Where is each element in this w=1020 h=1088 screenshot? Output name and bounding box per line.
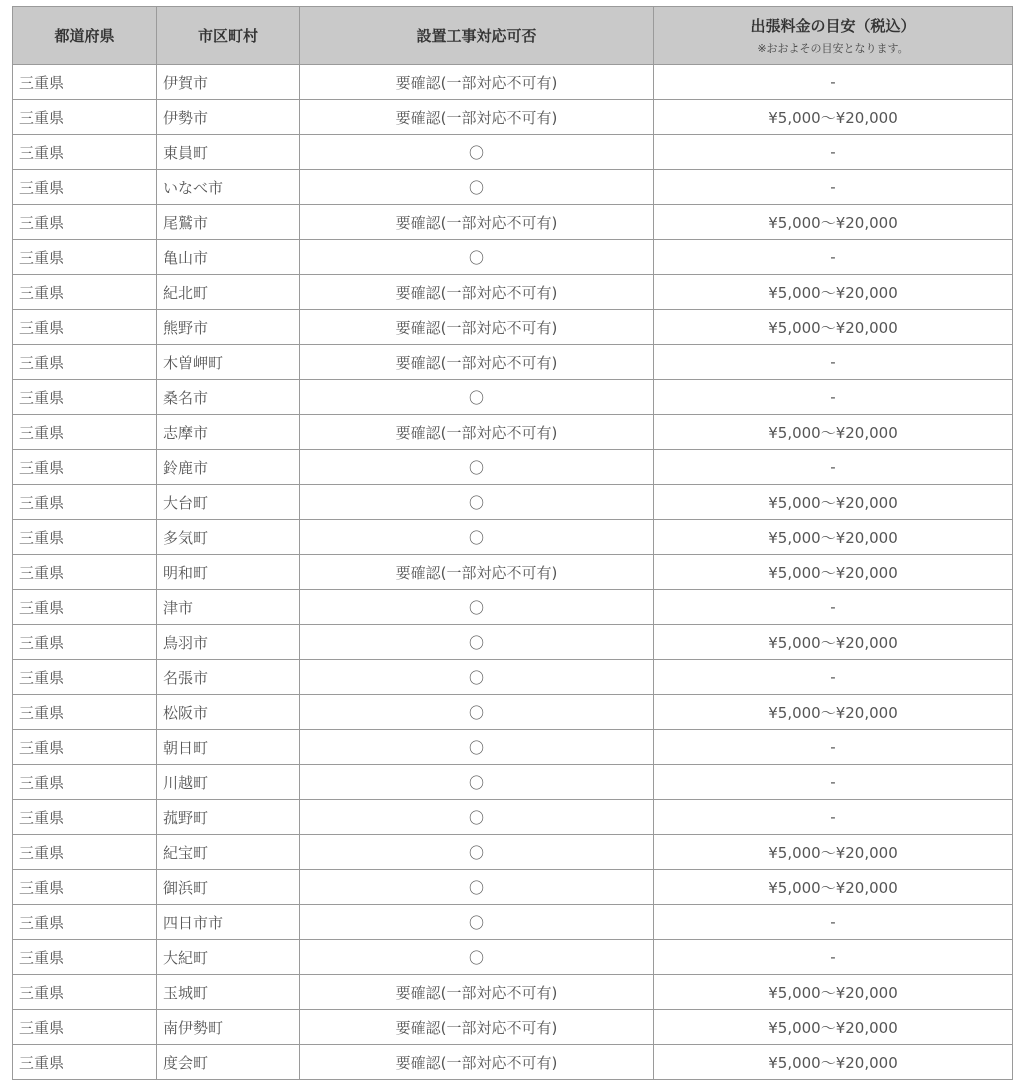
- cell-fee: ¥5,000〜¥20,000: [654, 275, 1013, 310]
- cell-prefecture: 三重県: [13, 520, 157, 555]
- table-row: [13, 415, 1013, 450]
- cell-municipality: 多気町: [157, 520, 300, 555]
- cell-fee: ¥5,000〜¥20,000: [654, 100, 1013, 135]
- cell-prefecture: 三重県: [13, 660, 157, 695]
- cell-fee: ¥5,000〜¥20,000: [654, 975, 1013, 1010]
- cell-installation: 要確認(一部対応不可有): [300, 205, 654, 240]
- table-row: [13, 590, 1013, 625]
- cell-prefecture: 三重県: [13, 1010, 157, 1045]
- cell-municipality: 志摩市: [157, 415, 300, 450]
- table-row: [13, 1045, 1013, 1080]
- cell-prefecture: 三重県: [13, 135, 157, 170]
- cell-prefecture: 三重県: [13, 100, 157, 135]
- service-area-table-container: [12, 6, 1012, 1080]
- table-row: [13, 870, 1013, 905]
- header-row: [13, 7, 1013, 65]
- cell-installation: 〇: [300, 730, 654, 765]
- cell-installation: 要確認(一部対応不可有): [300, 65, 654, 100]
- table-row: [13, 240, 1013, 275]
- cell-installation: 〇: [300, 170, 654, 205]
- cell-fee: -: [654, 135, 1013, 170]
- table-row: [13, 100, 1013, 135]
- cell-prefecture: 三重県: [13, 415, 157, 450]
- cell-installation: 〇: [300, 520, 654, 555]
- cell-fee: -: [654, 450, 1013, 485]
- cell-prefecture: 三重県: [13, 835, 157, 870]
- cell-installation: 要確認(一部対応不可有): [300, 415, 654, 450]
- table-row: [13, 905, 1013, 940]
- cell-municipality: 鈴鹿市: [157, 450, 300, 485]
- cell-prefecture: 三重県: [13, 905, 157, 940]
- cell-fee: ¥5,000〜¥20,000: [654, 310, 1013, 345]
- cell-fee: -: [654, 65, 1013, 100]
- cell-fee: -: [654, 940, 1013, 975]
- cell-municipality: 東員町: [157, 135, 300, 170]
- cell-municipality: 木曽岬町: [157, 345, 300, 380]
- cell-fee: ¥5,000〜¥20,000: [654, 1010, 1013, 1045]
- cell-fee: -: [654, 240, 1013, 275]
- cell-installation: 要確認(一部対応不可有): [300, 345, 654, 380]
- cell-fee: ¥5,000〜¥20,000: [654, 625, 1013, 660]
- cell-municipality: 御浜町: [157, 870, 300, 905]
- cell-municipality: 大台町: [157, 485, 300, 520]
- cell-fee: -: [654, 905, 1013, 940]
- cell-prefecture: 三重県: [13, 450, 157, 485]
- cell-prefecture: 三重県: [13, 275, 157, 310]
- cell-municipality: 四日市市: [157, 905, 300, 940]
- cell-municipality: 松阪市: [157, 695, 300, 730]
- table-row: [13, 975, 1013, 1010]
- table-row: [13, 450, 1013, 485]
- cell-fee: -: [654, 590, 1013, 625]
- table-row: [13, 485, 1013, 520]
- cell-installation: 〇: [300, 835, 654, 870]
- cell-installation: 〇: [300, 380, 654, 415]
- cell-fee: ¥5,000〜¥20,000: [654, 555, 1013, 590]
- cell-fee: ¥5,000〜¥20,000: [654, 485, 1013, 520]
- cell-fee: -: [654, 170, 1013, 205]
- cell-prefecture: 三重県: [13, 1045, 157, 1080]
- cell-prefecture: 三重県: [13, 590, 157, 625]
- table-row: [13, 800, 1013, 835]
- table-row: [13, 940, 1013, 975]
- cell-prefecture: 三重県: [13, 240, 157, 275]
- header-fee-note: ※おおよその目安となります。: [757, 42, 909, 55]
- cell-fee: -: [654, 800, 1013, 835]
- cell-municipality: 朝日町: [157, 730, 300, 765]
- cell-prefecture: 三重県: [13, 625, 157, 660]
- cell-installation: 要確認(一部対応不可有): [300, 310, 654, 345]
- cell-municipality: 大紀町: [157, 940, 300, 975]
- cell-fee: ¥5,000〜¥20,000: [654, 870, 1013, 905]
- table-body: [13, 65, 1013, 1080]
- cell-installation: 要確認(一部対応不可有): [300, 100, 654, 135]
- cell-prefecture: 三重県: [13, 695, 157, 730]
- cell-municipality: 伊勢市: [157, 100, 300, 135]
- cell-prefecture: 三重県: [13, 800, 157, 835]
- cell-municipality: 度会町: [157, 1045, 300, 1080]
- cell-prefecture: 三重県: [13, 870, 157, 905]
- table-row: [13, 205, 1013, 240]
- cell-installation: 〇: [300, 765, 654, 800]
- cell-installation: 要確認(一部対応不可有): [300, 975, 654, 1010]
- table-row: [13, 135, 1013, 170]
- cell-municipality: 熊野市: [157, 310, 300, 345]
- table-row: [13, 730, 1013, 765]
- table-row: [13, 310, 1013, 345]
- cell-prefecture: 三重県: [13, 975, 157, 1010]
- cell-municipality: 鳥羽市: [157, 625, 300, 660]
- cell-prefecture: 三重県: [13, 170, 157, 205]
- cell-municipality: 明和町: [157, 555, 300, 590]
- header-municipality: 市区町村: [157, 7, 300, 65]
- cell-installation: 〇: [300, 800, 654, 835]
- cell-municipality: 名張市: [157, 660, 300, 695]
- cell-installation: 〇: [300, 940, 654, 975]
- cell-installation: 〇: [300, 240, 654, 275]
- table-row: [13, 695, 1013, 730]
- cell-fee: -: [654, 660, 1013, 695]
- cell-installation: 要確認(一部対応不可有): [300, 1010, 654, 1045]
- table-row: [13, 380, 1013, 415]
- cell-fee: -: [654, 730, 1013, 765]
- cell-installation: 要確認(一部対応不可有): [300, 275, 654, 310]
- table-row: [13, 520, 1013, 555]
- cell-installation: 〇: [300, 660, 654, 695]
- cell-installation: 〇: [300, 450, 654, 485]
- table-row: [13, 275, 1013, 310]
- table-row: [13, 65, 1013, 100]
- cell-installation: 〇: [300, 870, 654, 905]
- cell-installation: 〇: [300, 135, 654, 170]
- cell-fee: -: [654, 765, 1013, 800]
- cell-prefecture: 三重県: [13, 310, 157, 345]
- cell-installation: 要確認(一部対応不可有): [300, 1045, 654, 1080]
- cell-fee: ¥5,000〜¥20,000: [654, 520, 1013, 555]
- table-row: [13, 345, 1013, 380]
- cell-installation: 要確認(一部対応不可有): [300, 555, 654, 590]
- table-row: [13, 625, 1013, 660]
- cell-installation: 〇: [300, 590, 654, 625]
- header-fee: [654, 7, 1013, 65]
- cell-fee: -: [654, 345, 1013, 380]
- cell-installation: 〇: [300, 485, 654, 520]
- header-fee-label: 出張料金の目安（税込）: [750, 17, 916, 35]
- table-row: [13, 170, 1013, 205]
- table-row: [13, 765, 1013, 800]
- cell-prefecture: 三重県: [13, 555, 157, 590]
- cell-fee: ¥5,000〜¥20,000: [654, 415, 1013, 450]
- cell-prefecture: 三重県: [13, 730, 157, 765]
- cell-prefecture: 三重県: [13, 765, 157, 800]
- cell-fee: ¥5,000〜¥20,000: [654, 835, 1013, 870]
- cell-fee: ¥5,000〜¥20,000: [654, 205, 1013, 240]
- cell-municipality: 菰野町: [157, 800, 300, 835]
- cell-fee: ¥5,000〜¥20,000: [654, 695, 1013, 730]
- cell-prefecture: 三重県: [13, 205, 157, 240]
- cell-municipality: 尾鷲市: [157, 205, 300, 240]
- header-prefecture: 都道府県: [13, 7, 157, 65]
- cell-municipality: 南伊勢町: [157, 1010, 300, 1045]
- cell-municipality: 桑名市: [157, 380, 300, 415]
- table-header: [13, 7, 1013, 65]
- cell-prefecture: 三重県: [13, 65, 157, 100]
- table-row: [13, 555, 1013, 590]
- cell-municipality: いなべ市: [157, 170, 300, 205]
- cell-municipality: 津市: [157, 590, 300, 625]
- cell-prefecture: 三重県: [13, 940, 157, 975]
- cell-prefecture: 三重県: [13, 485, 157, 520]
- cell-municipality: 亀山市: [157, 240, 300, 275]
- table-row: [13, 1010, 1013, 1045]
- cell-municipality: 玉城町: [157, 975, 300, 1010]
- cell-municipality: 紀宝町: [157, 835, 300, 870]
- table-row: [13, 660, 1013, 695]
- table-row: [13, 835, 1013, 870]
- cell-prefecture: 三重県: [13, 345, 157, 380]
- cell-fee: -: [654, 380, 1013, 415]
- cell-installation: 〇: [300, 695, 654, 730]
- cell-installation: 〇: [300, 625, 654, 660]
- cell-municipality: 川越町: [157, 765, 300, 800]
- cell-municipality: 伊賀市: [157, 65, 300, 100]
- cell-prefecture: 三重県: [13, 380, 157, 415]
- service-area-table: [12, 6, 1013, 1080]
- cell-municipality: 紀北町: [157, 275, 300, 310]
- cell-fee: ¥5,000〜¥20,000: [654, 1045, 1013, 1080]
- cell-installation: 〇: [300, 905, 654, 940]
- header-installation: 設置工事対応可否: [300, 7, 654, 65]
